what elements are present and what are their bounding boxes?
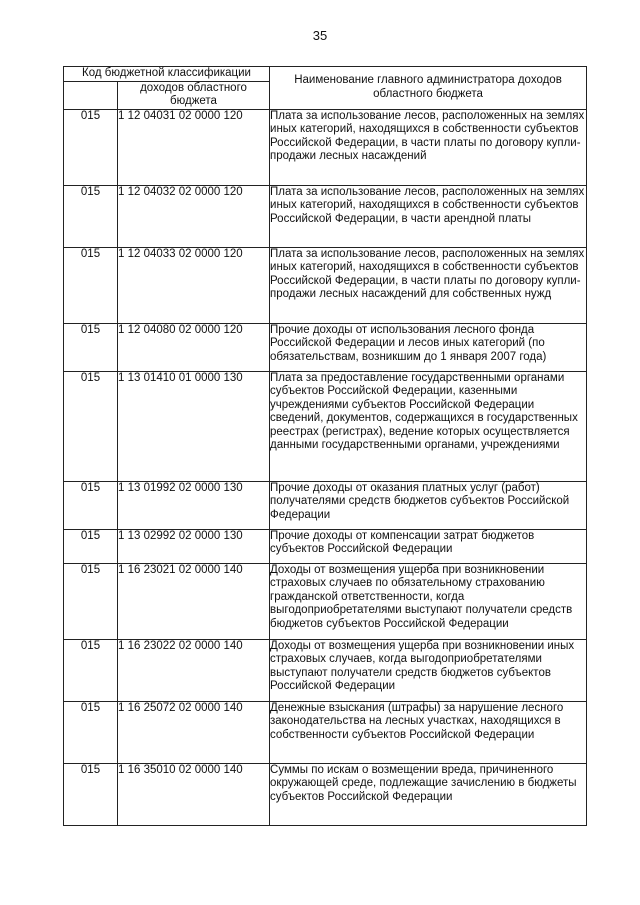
- budget-code-cell: 1 12 04080 02 0000 120: [118, 323, 270, 371]
- table-row: [64, 323, 587, 371]
- budget-code-cell: 1 16 23021 02 0000 140: [118, 563, 270, 639]
- table-row: [64, 529, 587, 563]
- page-number: 35: [312, 28, 328, 43]
- classification-header: Код бюджетной классификации: [64, 67, 270, 82]
- income-name-cell: Доходы от возмещения ущерба при возникновении иных страховых случаев, когда выгодоприобретателями выступают получатели средств бюджетов субъектов Российской Федерации: [270, 639, 587, 701]
- income-name-cell: Плата за использование лесов, расположенных на землях иных категорий, находящихся в собственности субъектов Российской Федерации, в части арендной платы: [270, 185, 587, 247]
- income-name-cell: Плата за использование лесов, расположенных на землях иных категорий, находящихся в собственности субъектов Российской Федерации, в части платы по договору купли-продажи лесных насаждений для собственных нужд: [270, 247, 587, 323]
- table-row: [64, 247, 587, 323]
- budget-code-cell: 1 12 04031 02 0000 120: [118, 109, 270, 185]
- admin-code-cell: 015: [64, 701, 118, 763]
- income-name-cell: Прочие доходы от использования лесного фонда Российской Федерации и лесов иных категорий (по обязательствам, возникшим до 1 января 2007 года): [270, 323, 587, 371]
- admin-code-cell: 015: [64, 529, 118, 563]
- budget-code-cell: 1 13 02992 02 0000 130: [118, 529, 270, 563]
- income-code-header: доходов областного бюджета: [118, 81, 270, 109]
- budget-code-cell: 1 16 35010 02 0000 140: [118, 763, 270, 825]
- budget-code-cell: 1 16 25072 02 0000 140: [118, 701, 270, 763]
- table-row: [64, 763, 587, 825]
- budget-code-cell: 1 12 04033 02 0000 120: [118, 247, 270, 323]
- admin-code-cell: 015: [64, 109, 118, 185]
- budget-code-cell: 1 12 04032 02 0000 120: [118, 185, 270, 247]
- table-row: [64, 639, 587, 701]
- admin-code-cell: 015: [64, 323, 118, 371]
- admin-code-cell: 015: [64, 639, 118, 701]
- table-row: [64, 185, 587, 247]
- budget-classification-table: [63, 66, 587, 826]
- income-name-cell: Суммы по искам о возмещении вреда, причиненного окружающей среде, подлежащие зачислению в бюджеты субъектов Российской Федерации: [270, 763, 587, 825]
- income-name-cell: Прочие доходы от компенсации затрат бюджетов субъектов Российской Федерации: [270, 529, 587, 563]
- budget-code-cell: 1 13 01992 02 0000 130: [118, 481, 270, 529]
- administrator-code-header: [64, 81, 118, 109]
- table-row: [64, 109, 587, 185]
- budget-code-cell: 1 16 23022 02 0000 140: [118, 639, 270, 701]
- administrator-name-header: Наименование главного администратора доходов областного бюджета: [270, 67, 587, 110]
- admin-code-cell: 015: [64, 763, 118, 825]
- income-name-cell: Прочие доходы от оказания платных услуг (работ) получателями средств бюджетов субъектов Российской Федерации: [270, 481, 587, 529]
- admin-code-cell: 015: [64, 185, 118, 247]
- admin-code-cell: 015: [64, 481, 118, 529]
- income-name-cell: Плата за предоставление государственными органами субъектов Российской Федерации, казенными учреждениями субъектов Российской Федерации сведений, документов, содержащихся в государственных реестрах (регистрах), ведение которых осуществляется данными государственными органами, учреждениями: [270, 371, 587, 481]
- table-row: [64, 481, 587, 529]
- admin-code-cell: 015: [64, 247, 118, 323]
- table-row: [64, 371, 587, 481]
- admin-code-cell: 015: [64, 371, 118, 481]
- income-name-cell: Доходы от возмещения ущерба при возникновении страховых случаев по обязательному страхованию гражданской ответственности, когда выгодоприобретателями выступают получатели средств бюджетов субъектов Российской Федерации: [270, 563, 587, 639]
- income-name-cell: Плата за использование лесов, расположенных на землях иных категорий, находящихся в собственности субъектов Российской Федерации, в части платы по договору купли-продажи лесных насаждений: [270, 109, 587, 185]
- budget-code-cell: 1 13 01410 01 0000 130: [118, 371, 270, 481]
- table-row: [64, 701, 587, 763]
- income-name-cell: Денежные взыскания (штрафы) за нарушение лесного законодательства на лесных участках, находящихся в собственности субъектов Российской Федерации: [270, 701, 587, 763]
- table-row: [64, 563, 587, 639]
- admin-code-cell: 015: [64, 563, 118, 639]
